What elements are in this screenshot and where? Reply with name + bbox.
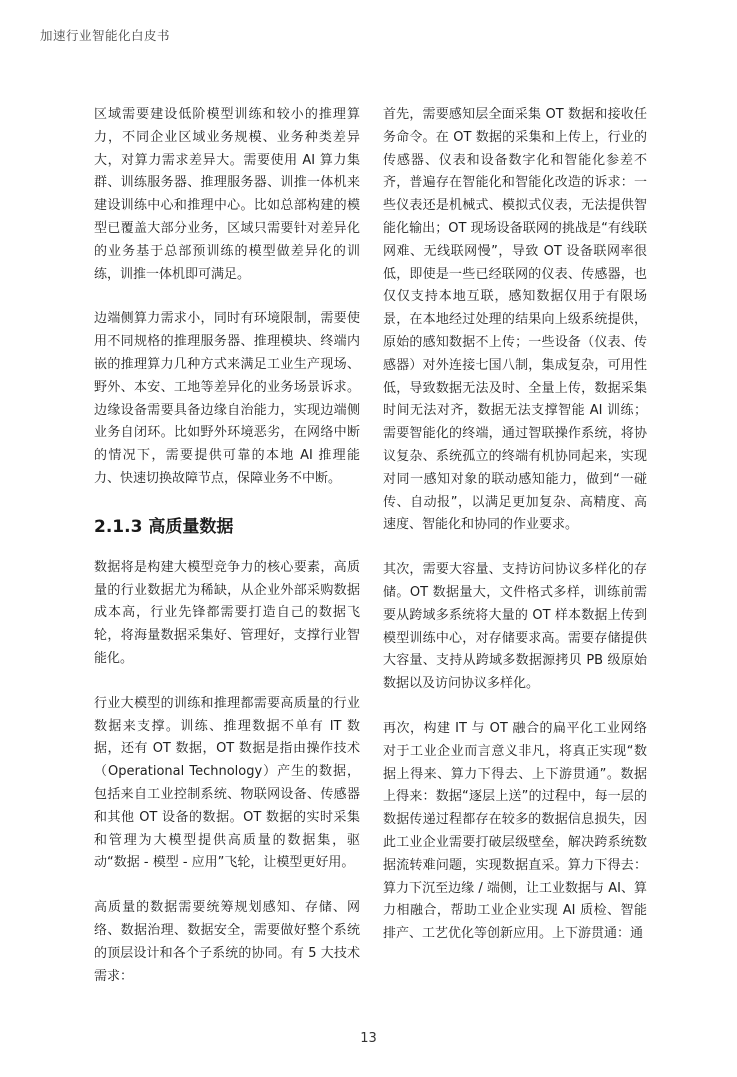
paragraph: 边端侧算力需求小，同时有环境限制，需要使用不同规格的推理服务器、推理模块、终端内嵌的推理算力几种方式来满足工业生产现场、野外、本安、工地等差异化的业务场景诉求。边缘设备需要具备边缘自治能力，实现边端侧业务自闭环。比如野外环境恶劣，在网络中断的情况下，需要提供可靠的本地 AI 推理能力、快速切换故障节点，保障业务不中断。	[94, 311, 360, 486]
paragraph: 区域需要建设低阶模型训练和较小的推理算力，不同企业区域业务规模、业务种类差异大，对算力需求差异大。需要使用 AI 算力集群、训练服务器、推理服务器、训推一体机来建设训练中心和推理中心。比如总部构建的模型已覆盖大部分业务，区域只需要针对差异化的业务基于总部预训练的模型做差异化的训练，训推一体机即可满足。	[94, 107, 360, 282]
paragraph: 行业大模型的训练和推理都需要高质量的行业数据来支撑。训练、推理数据不单有 IT 数据，还有 OT 数据，OT 数据是指由操作技术（Operational Technology）产生的数据，包括来自工业控制系统、物联网设备、传感器和其他 OT 设备的数据。OT 数据的实时采集和管理为大模型提供高质量的数据集，驱动“数据 - 模型 - 应用”飞轮，让模型更好用。	[94, 695, 360, 871]
section-heading: 2.1.3 高质量数据	[94, 516, 234, 537]
paragraph: 再次，构建 IT 与 OT 融合的扁平化工业网络对于工业企业而言意义非凡，将真正实现“数据上得来、算力下得去、上下游贯通”。数据上得来：数据“逐层上送”的过程中，每一层的数据传递过程都存在较多的数据信息损失，因此工业企业需要打破层级壁垒，解决跨系统数据流转难问题，实现数据直采。算力下得去：算力下沉至边缘 / 端侧，让工业数据与 AI、算力相融合，帮助工业企业实现 AI 质检、智能排产、工艺优化等创新应用。上下游贯通：通	[383, 720, 647, 942]
right-column	[383, 104, 647, 946]
paragraph: 数据将是构建大模型竞争力的核心要素，高质量的行业数据尤为稀缺，从企业外部采购数据成本高，行业先锋都需要打造自己的数据飞轮，将海量数据采集好、管理好，支撑行业智能化。	[94, 559, 360, 666]
paragraph: 高质量的数据需要统筹规划感知、存储、网络、数据治理、数据安全，需要做好整个系统的顶层设计和各个子系统的协同。有 5 大技术需求：	[94, 900, 360, 984]
running-header: 加速行业智能化白皮书	[40, 28, 171, 43]
left-column	[94, 104, 360, 988]
page-number: 13	[360, 1031, 377, 1046]
paragraph: 首先，需要感知层全面采集 OT 数据和接收任务命令。在 OT 数据的采集和上传上，行业的传感器、仪表和设备数字化和智能化参差不齐，普遍存在智能化和智能化改造的诉求：一些仪表还是机械式、模拟式仪表，无法提供智能化输出；OT 现场设备联网的挑战是“有线联网难、无线联网慢”，导致 OT 设备联网率很低，即使是一些已经联网的仪表、传感器，也仅仅支持本地互联，感知数据仅用于有限场景，在本地经过处理的结果向上级系统提供，原始的感知数据不上传；一些设备（仪表、传感器）对外连接七国八制，集成复杂，可用性低，导致数据无法及时、全量上传，数据采集时间无法对齐，数据无法支撑智能 AI 训练；需要智能化的终端，通过智联操作系统，将协议复杂、系统孤立的终端有机协同起来，实现对同一感知对象的联动感知能力，做到“一碰传、自动报”，以满足更加复杂、高精度、高速度、智能化和协同的作业要求。	[383, 107, 647, 533]
paragraph: 其次，需要大容量、支持访问协议多样化的存储。OT 数据量大，文件格式多样，训练前需要从跨域多系统将大量的 OT 样本数据上传到模型训练中心，对存储要求高。需要存储提供大容量、支持从跨域多数据源拷贝 PB 级原始数据以及访问协议多样化。	[383, 562, 647, 692]
